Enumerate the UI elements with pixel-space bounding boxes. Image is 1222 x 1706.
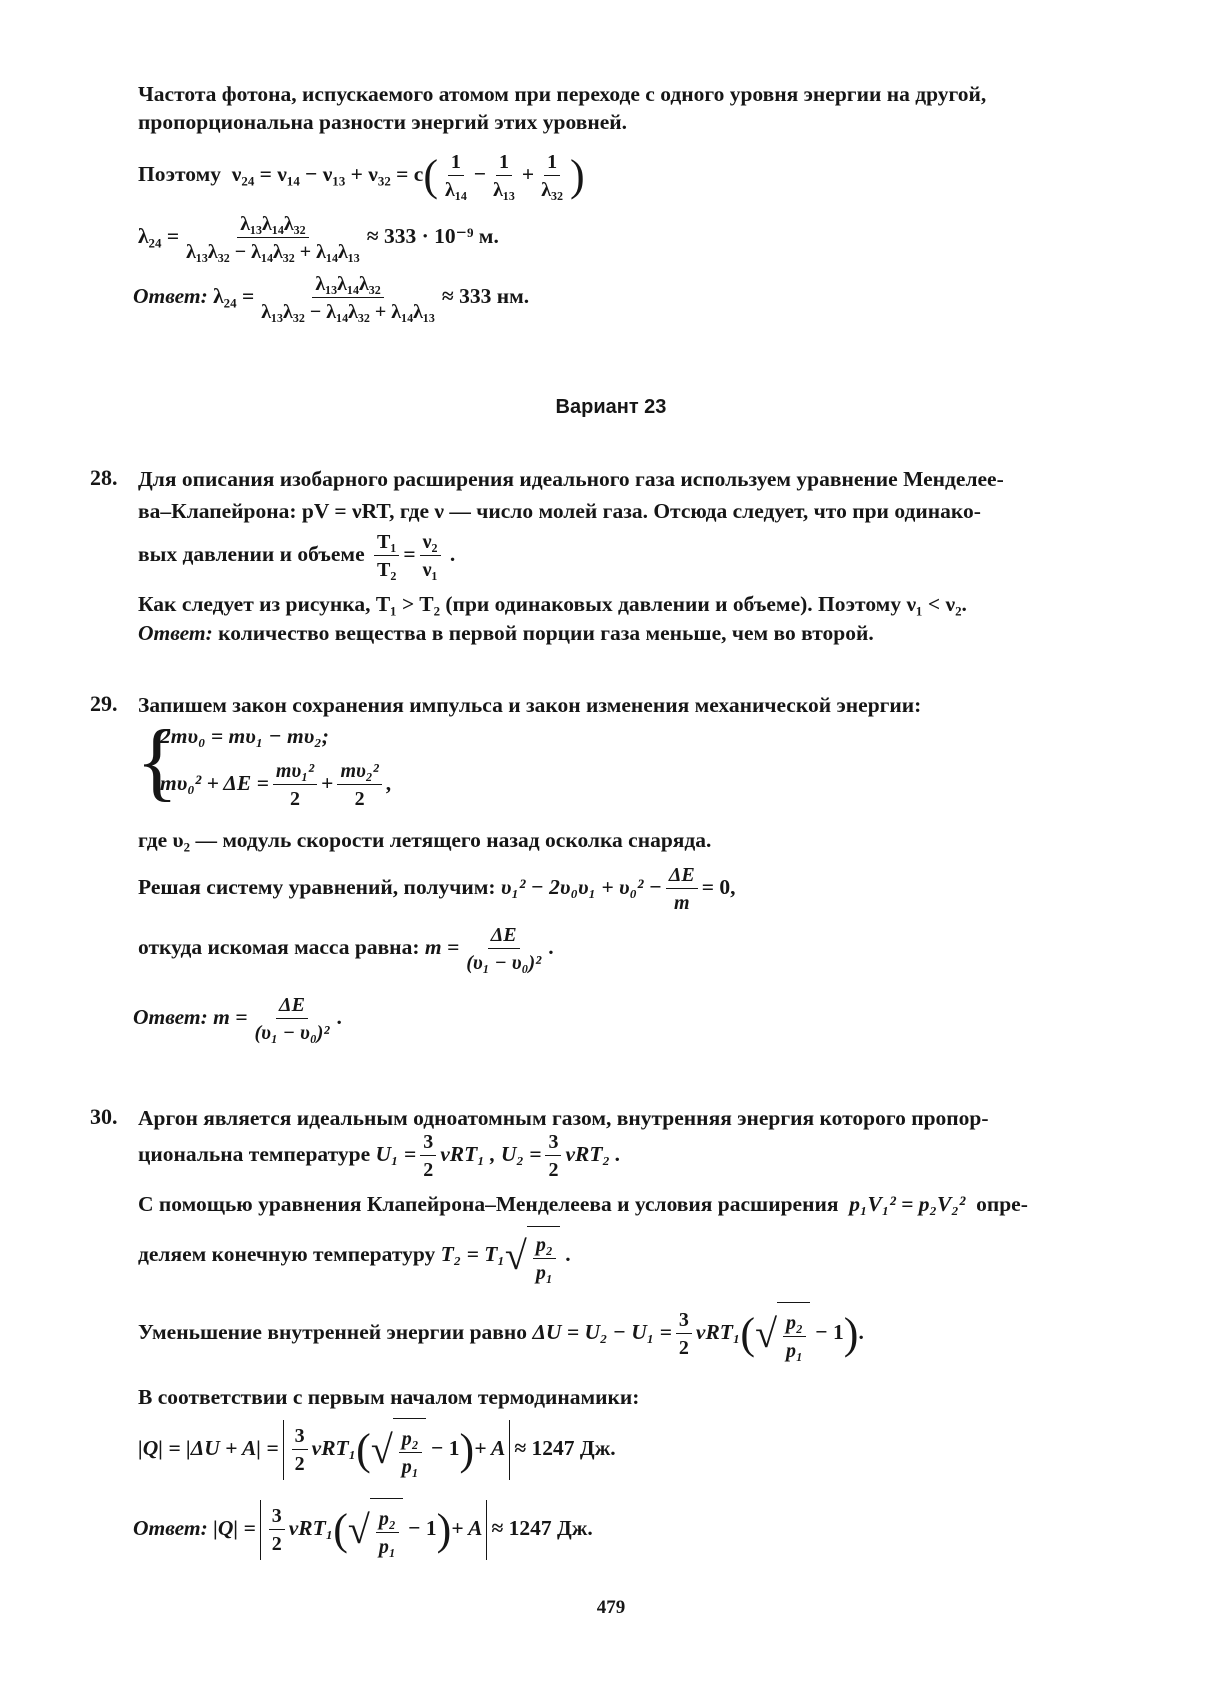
system-eq1: 2mυ₀ = mυ₁ − mυ₂;: [160, 724, 329, 748]
answer-30: Ответ: |Q| = $\frac{3}{2}$ νRT₁( √ $\frac{\text{p₂}}{\text{p₁}}$ − 1)+ A ≈ 1247 Дж.: [133, 1496, 593, 1563]
formula-t-ratio: вых давлении и объеме $\frac{\text{T₁}}{\text{T₂}}$ = $\frac{\text{ν₂}}{\text{ν₁}}$ .: [138, 531, 456, 582]
text-line: вых давлении и объеме: [138, 542, 365, 566]
formula-text: ≈ 333 нм.: [441, 284, 530, 308]
answer-label: Ответ:: [133, 1005, 208, 1029]
fraction: $\frac{\text{λ₁₃λ₁₄λ₃₂}}{\text{λ₁₃λ₃₂ − λ₁₄λ₃₂ + λ₁₄λ₁₃}}$: [261, 273, 435, 324]
system-eq2: mυ₀² + ΔE = $\frac{\text{mυ₁²}}{2}$ + $\frac{\text{mυ₂²}}{2}$ ,: [160, 760, 392, 811]
text-line: ва–Клапейрона: pV = νRT, где ν — число молей газа. Отсюда следует, что при одинако-: [138, 499, 981, 523]
text-line: Аргон является идеальным одноатомным газом, внутренняя энергия которого пропор-: [138, 1106, 989, 1130]
answer-label: Ответ:: [133, 1516, 208, 1540]
formula-t2: деляем конечную температуру T₂ = T₁ √ $\frac{\text{p₂}}{\text{p₁}}$ .: [138, 1224, 571, 1287]
sqrt: √ $\frac{\text{p₂}}{\text{p₁}}$: [505, 1226, 560, 1287]
sqrt: √ $\frac{\text{p₂}}{\text{p₁}}$: [348, 1498, 403, 1563]
formula-u: циональна температуре U₁ = $\frac{3}{2}$ νRT₁ , U₂ = $\frac{3}{2}$ νRT₂ .: [138, 1131, 621, 1182]
fraction: $\frac{\Delta E}{\text{(υ₁ − υ₀)²}}$: [254, 994, 330, 1045]
problem-number: 28.: [90, 465, 118, 490]
section-heading: Вариант 23: [555, 396, 667, 418]
text-line: Частота фотона, испускаемого атомом при переходе с одного уровня энергии на другой,: [138, 82, 987, 106]
formula-text: ν₂₄ = ν₁₄ − ν₁₃ + ν₃₂ = c: [231, 162, 424, 186]
problem-number: 30.: [90, 1104, 118, 1129]
text-line: С помощью уравнения Клапейрона–Менделеева и условия расширения p₁V₁² = p₂V₂² опре-: [138, 1192, 1028, 1216]
answer-28: [138, 619, 874, 647]
answer-text: количество вещества в первой порции газа меньше, чем во второй.: [218, 621, 874, 645]
fraction: $\frac{\text{mυ₁²}}{2}$: [273, 759, 317, 811]
fraction: $\frac{1}{\text{λ₃₂}}$: [541, 151, 564, 202]
text-line: где υ₂ — модуль скорости летящего назад осколка снаряда.: [138, 828, 712, 852]
fraction: $\frac{\text{ν₂}}{\text{ν₁}}$: [420, 530, 441, 582]
fraction: $\frac{\text{mυ₂²}}{2}$: [337, 759, 381, 811]
answer-29: Ответ: m = $\frac{\Delta E}{\text{(υ₁ − υ₀)²}}$ .: [133, 994, 342, 1045]
fraction: $\frac{3}{2}$: [420, 1130, 436, 1182]
answer-label: Ответ:: [138, 621, 213, 645]
fraction: $\frac{1}{\text{λ₁₄}}$: [445, 151, 467, 202]
fraction: $\frac{3}{2}$: [545, 1130, 561, 1182]
formula-mass: откуда искомая масса равна: m = $\frac{\Delta E}{\text{(υ₁ − υ₀)²}}$ .: [138, 924, 554, 975]
formula-du: Уменьшение внутренней энергии равно ΔU = U₂ − U₁ = $\frac{3}{2}$ νRT₁( √ $\frac{\text{p₂}}{\text{p₁}}$ − 1).: [138, 1300, 864, 1367]
answer-label: Ответ:: [133, 284, 208, 308]
formula-text: λ₂₄ =: [138, 224, 180, 248]
sqrt: √ $\frac{\text{p₂}}{\text{p₁}}$: [371, 1418, 426, 1483]
text-line: В соответствии с первым началом термодинамики:: [138, 1385, 640, 1409]
fraction: $\frac{\text{T₁}}{\text{T₂}}$: [374, 530, 399, 582]
problem-number: 29.: [90, 691, 118, 716]
formula-text: λ₂₄ =: [213, 284, 255, 308]
formula-q: |Q| = |ΔU + A| = $\frac{3}{2}$ νRT₁( √ $\frac{\text{p₂}}{\text{p₁}}$ − 1)+ A ≈ 1247 Дж.: [138, 1416, 616, 1483]
page-number: 479: [596, 1597, 626, 1618]
sqrt: √ $\frac{\text{p₂}}{\text{p₁}}$: [755, 1302, 810, 1367]
system-brace: {: [136, 713, 179, 810]
text-line: Для описания изобарного расширения идеального газа используем уравнение Менделее-: [138, 467, 1004, 491]
fraction: $\frac{\text{λ₁₃λ₁₄λ₃₂}}{\text{λ₁₃λ₃₂ − λ₁₄λ₃₂ + λ₁₄λ₁₃}}$: [186, 213, 360, 264]
fraction: $\frac{1}{\text{λ₁₃}}$: [493, 151, 515, 202]
fraction: $\frac{\Delta E}{m}$: [666, 863, 698, 915]
text-line: Как следует из рисунка, T₁ > T₂ (при одинаковых давлении и объеме). Поэтому ν₁ < ν₂.: [138, 592, 967, 616]
formula-lambda24: [138, 208, 499, 264]
fraction: $\frac{\Delta E}{\text{(υ₁ − υ₀)²}}$: [466, 924, 542, 975]
text-line: Запишем закон сохранения импульса и закон изменения механической энергии:: [138, 693, 922, 717]
answer-lambda24: [133, 268, 529, 324]
formula-nu24: Поэтому ν₂₄ = ν₁₄ − ν₁₃ + ν₃₂ = c( $\frac{1}{\text{λ₁₄}}$ − $\frac{1}{\text{λ₁₃}}$ + $\frac{1}{\text{λ₃₂}}$ ): [138, 151, 585, 202]
formula-solve: Решая систему уравнений, получим: υ₁² − 2υ₀υ₁ + υ₀² − $\frac{\Delta E}{m}$ = 0,: [138, 864, 736, 915]
formula-text: ≈ 333 · 10⁻⁹ м.: [366, 224, 499, 248]
text-word: Поэтому: [138, 162, 222, 186]
text-line: пропорциональна разности энергий этих уровней.: [138, 110, 628, 134]
